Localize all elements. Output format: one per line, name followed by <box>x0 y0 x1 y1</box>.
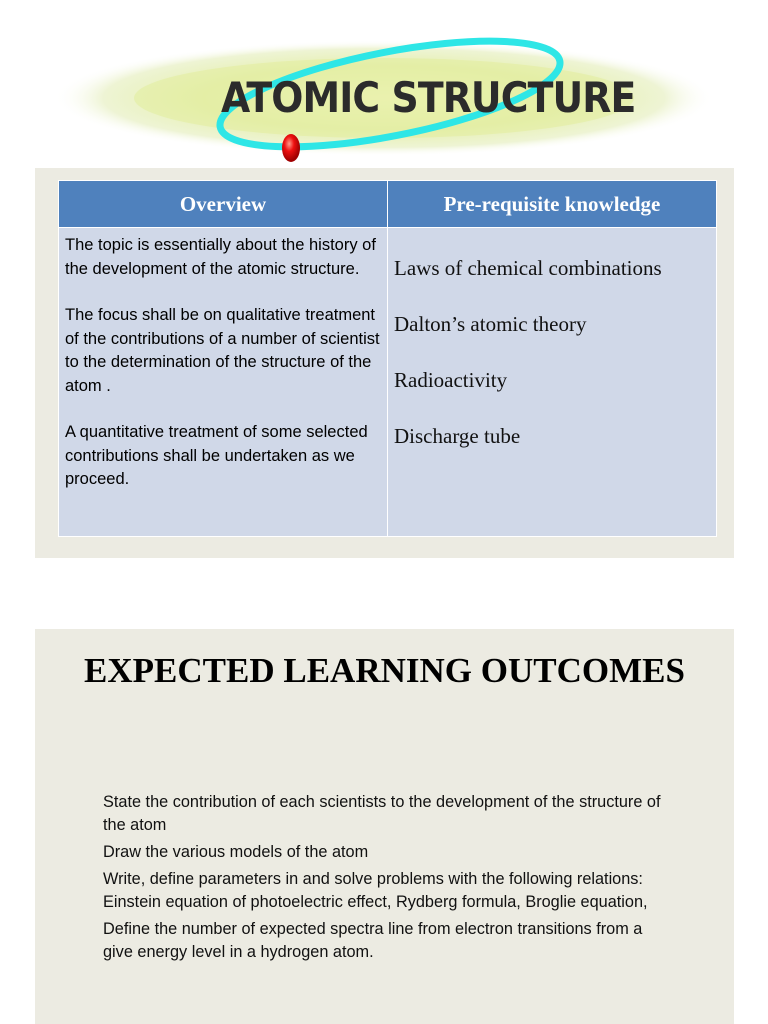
header-overview: Overview <box>59 181 388 228</box>
title-banner <box>35 30 734 168</box>
outcome-item: Draw the various models of the atom <box>103 843 369 861</box>
table-header-row <box>59 181 717 228</box>
slide-title: ATOMIC STRUCTURE <box>221 73 636 122</box>
prerequisite-cell <box>388 228 717 537</box>
prerequisite-item: Laws of chemical combinations <box>394 256 662 280</box>
overview-paragraph: The topic is essentially about the history of the development of the atomic structure. <box>65 236 376 278</box>
prerequisite-list <box>394 234 710 450</box>
prerequisite-item: Discharge tube <box>394 424 521 448</box>
outcome-item: State the contribution of each scientists to the development of the structure of the atom <box>103 793 661 834</box>
overview-paragraph: A quantitative treatment of some selected contributions shall be undertaken as we proceed. <box>65 423 368 488</box>
outcomes-heading: EXPECTED LEARNING OUTCOMES <box>84 651 685 690</box>
outcome-item: Define the number of expected spectra line from electron transitions from a give energy level in a hydrogen atom. <box>103 920 643 961</box>
prerequisite-item: Dalton’s atomic theory <box>394 312 587 336</box>
prerequisite-item: Radioactivity <box>394 368 508 392</box>
table-body-row <box>59 228 717 537</box>
overview-paragraph: The focus shall be on qualitative treatment of the contributions of a number of scientist to the determination of the structure of the atom . <box>65 306 380 395</box>
electron-dot <box>282 134 300 162</box>
slide-overview <box>35 30 734 558</box>
header-prerequisite: Pre-requisite knowledge <box>388 181 717 228</box>
slide-learning-outcomes <box>35 629 734 1024</box>
outcomes-list <box>103 791 663 968</box>
outcome-item: Write, define parameters in and solve problems with the following relations: Einstein equation of photoelectric effect, Rydberg formula, Broglie equation, <box>103 870 648 911</box>
overview-cell <box>59 228 388 537</box>
overview-table <box>58 180 717 537</box>
